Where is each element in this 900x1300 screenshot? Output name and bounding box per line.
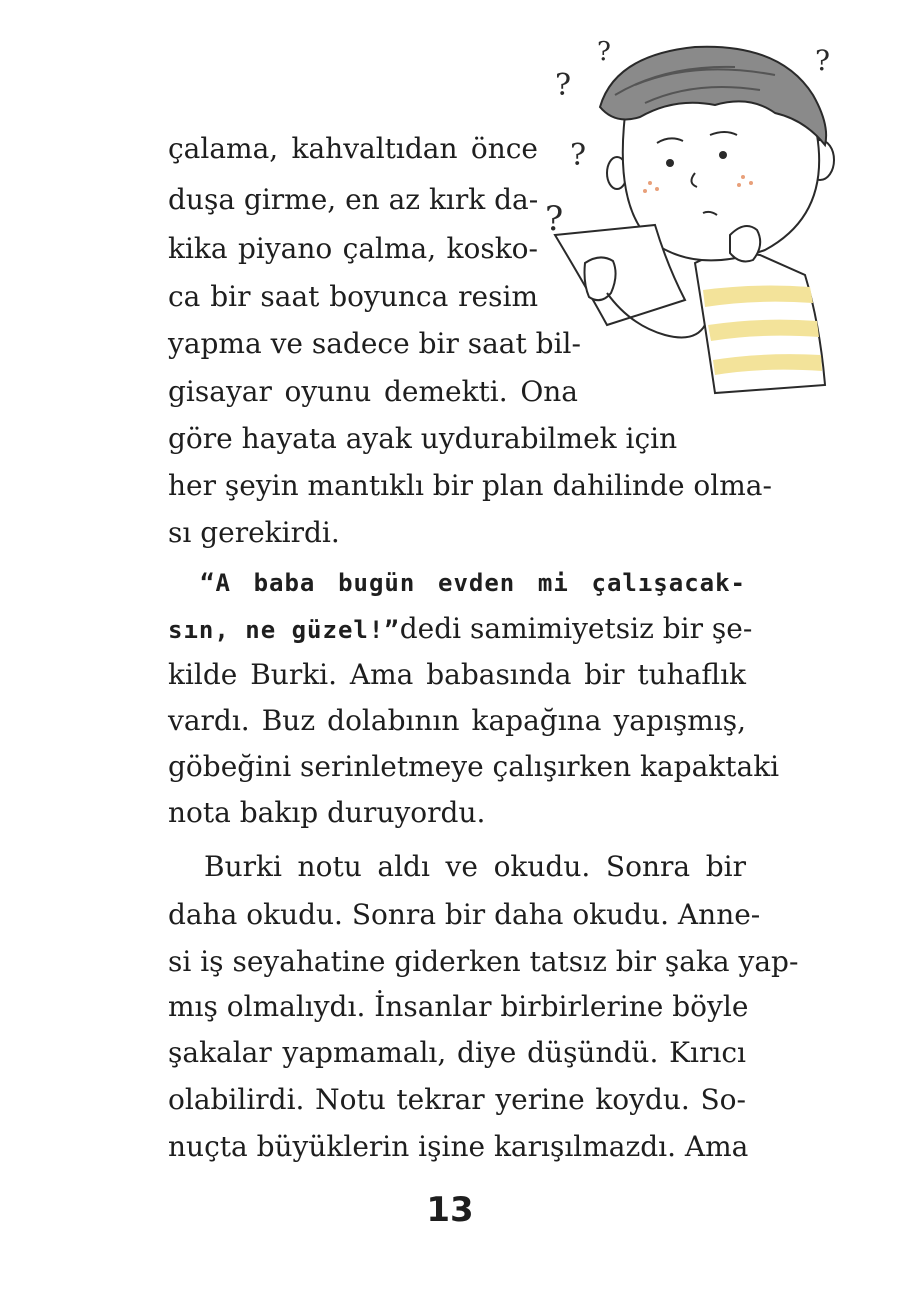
page-number: 13 — [426, 1190, 474, 1230]
text-line: göre hayata ayak uydurabilmek için — [168, 422, 678, 455]
eye — [719, 151, 727, 159]
dialogue-narration: dedi samimiyetsiz bir şe- — [399, 612, 753, 645]
hand-holding-note — [585, 257, 616, 300]
text-line: her şeyin mantıklı bir plan dahilinde olma- — [168, 469, 772, 502]
dialogue-handwritten: sın, ne güzel!” — [168, 616, 400, 644]
text-line: mış olmalıydı. İnsanlar birbirlerine böyle — [168, 990, 749, 1023]
text-line: duşa girme, en az kırk da- — [168, 183, 539, 216]
dialogue-line: “A baba bugün evden mi çalışacak- — [200, 569, 746, 597]
text-line: gisayar oyunu demekti. Ona — [168, 375, 578, 408]
text-line: vardı. Buz dolabının kapağına yapışmış, — [168, 704, 746, 737]
text-line: nota bakıp duruyordu. — [168, 796, 486, 829]
text-line: çalama, kahvaltıdan önce — [168, 132, 538, 165]
question-mark: ? — [597, 37, 611, 67]
text-line: kika piyano çalma, kosko- — [168, 232, 538, 265]
eye — [666, 159, 674, 167]
question-mark: ? — [815, 44, 831, 77]
text-line: yapma ve sadece bir saat bil- — [168, 327, 581, 360]
text-line: olabilirdi. Notu tekrar yerine koydu. So- — [168, 1083, 746, 1116]
question-mark: ? — [570, 138, 587, 173]
text-line: si iş seyahatine giderken tatsız bir şaka yap- — [168, 945, 799, 978]
text-line: şakalar yapmamalı, diye düşündü. Kırıcı — [168, 1036, 746, 1069]
text-line: kilde Burki. Ama babasında bir tuhaflık — [168, 658, 746, 691]
question-mark: ? — [545, 199, 564, 239]
text-line: nuçta büyüklerin işine karışılmazdı. Ama — [168, 1130, 749, 1163]
text-line: göbeğini serinletmeye çalışırken kapaktaki — [168, 750, 780, 783]
text-line: ca bir saat boyunca resim — [168, 280, 538, 313]
question-mark: ? — [555, 68, 572, 103]
text-line: Burki notu aldı ve okudu. Sonra bir — [204, 850, 746, 883]
text-line: sı gerekirdi. — [168, 516, 340, 549]
boy-reading-note-illustration — [545, 25, 845, 405]
text-line: daha okudu. Sonra bir daha okudu. Anne- — [168, 898, 761, 931]
dialogue-line — [168, 612, 753, 647]
hand-on-chin — [730, 226, 760, 261]
